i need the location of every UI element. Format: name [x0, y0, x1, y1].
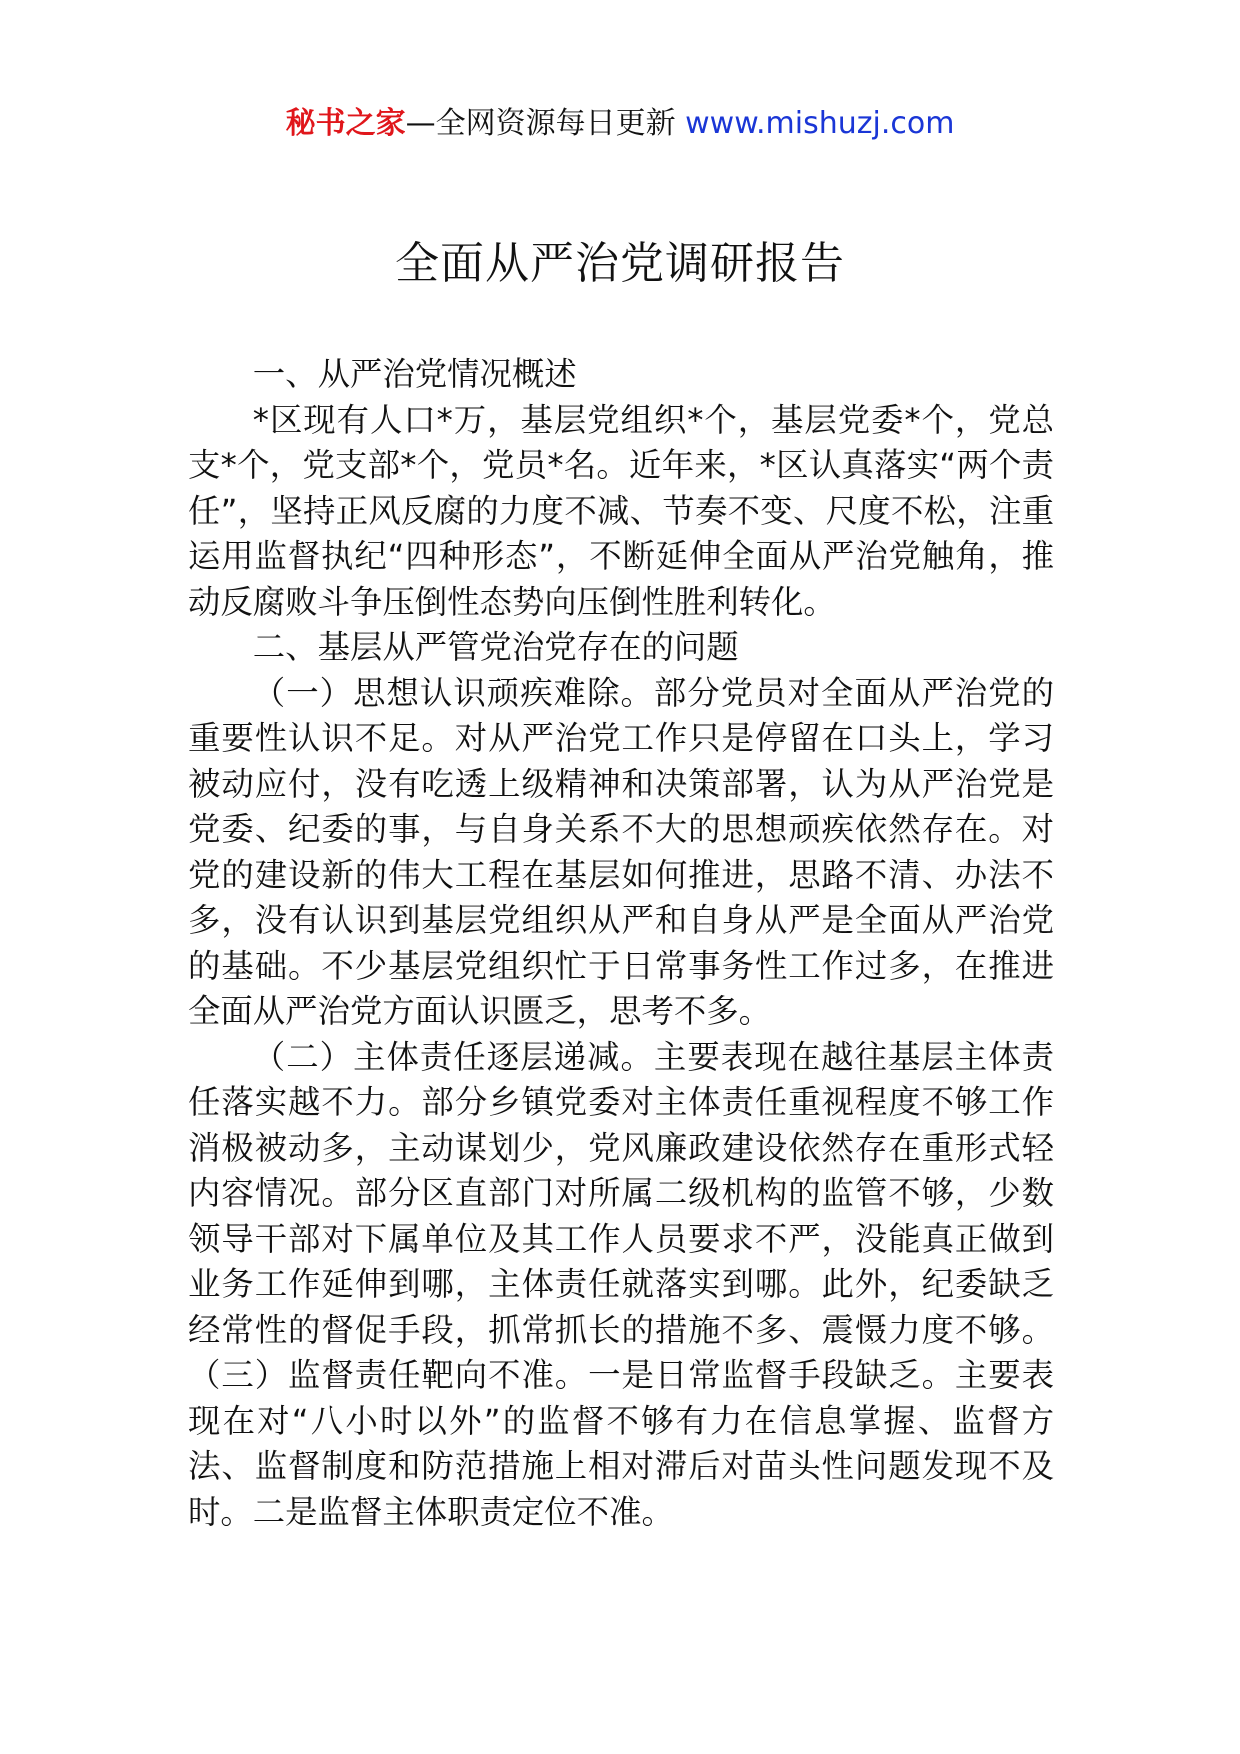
paragraph-overview: *区现有人口*万，基层党组织*个，基层党委*个，党总支*个，党支部*个，党员*名。近年来，*区认真落实“两个责任”，坚持正风反腐的力度不减、节奏不变、尺度不松，注重运用监督执纪“四种形态”，不断延伸全面从严治党触角，推动反腐败斗争压倒性态势向压倒性胜利转化。 [188, 400, 1054, 621]
paragraph-problem-1: （一）思想认识顽疾难除。部分党员对全面从严治党的重要性认识不足。对从严治党工作只是停留在口头上，学习被动应付，没有吃透上级精神和决策部署，认为从严治党是党委、纪委的事，与自身关系不大的思想顽疾依然存在。对党的建设新的伟大工程在基层如何推进，思路不清、办法不多，没有认识到基层党组织从严和自身从严是全面从严治党的基础。不少基层党组织忙于日常事务性工作过多，在推进全面从严治党方面认识匮乏，思考不多。 [188, 673, 1054, 1030]
document-title: 全面从严治党调研报告 [395, 238, 845, 289]
section-heading-overview: 一、从严治党情况概述 [252, 355, 577, 393]
site-header [0, 104, 1240, 144]
section-heading-problems: 二、基层从严管党治党存在的问题 [252, 628, 739, 666]
paragraph-problem-2: （二）主体责任逐层递减。主要表现在越往基层主体责任落实越不力。部分乡镇党委对主体责任重视程度不够工作消极被动多，主动谋划少，党风廉政建设依然存在重形式轻内容情况。部分区直部门对所属二级机构的监管不够，少数领导干部对下属单位及其工作人员要求不严，没能真正做到业务工作延伸到哪，主体责任就落实到哪。此外，纪委缺乏经常性的督促手段，抓常抓长的措施不多、震慑力度不够。（三）监督责任靶向不准。一是日常监督手段缺乏。主要表现在对“八小时以外”的监督不够有力在信息掌握、监督方法、监督制度和防范措施上相对滞后对苗头性问题发现不及时。二是监督主体职责定位不准。 [188, 1037, 1054, 1531]
site-brand: 秘书之家 [285, 106, 406, 141]
site-url-link[interactable]: www.mishuzj.com [685, 106, 955, 141]
document-body [188, 352, 1054, 1535]
site-tagline: —全网资源每日更新 [405, 106, 686, 141]
